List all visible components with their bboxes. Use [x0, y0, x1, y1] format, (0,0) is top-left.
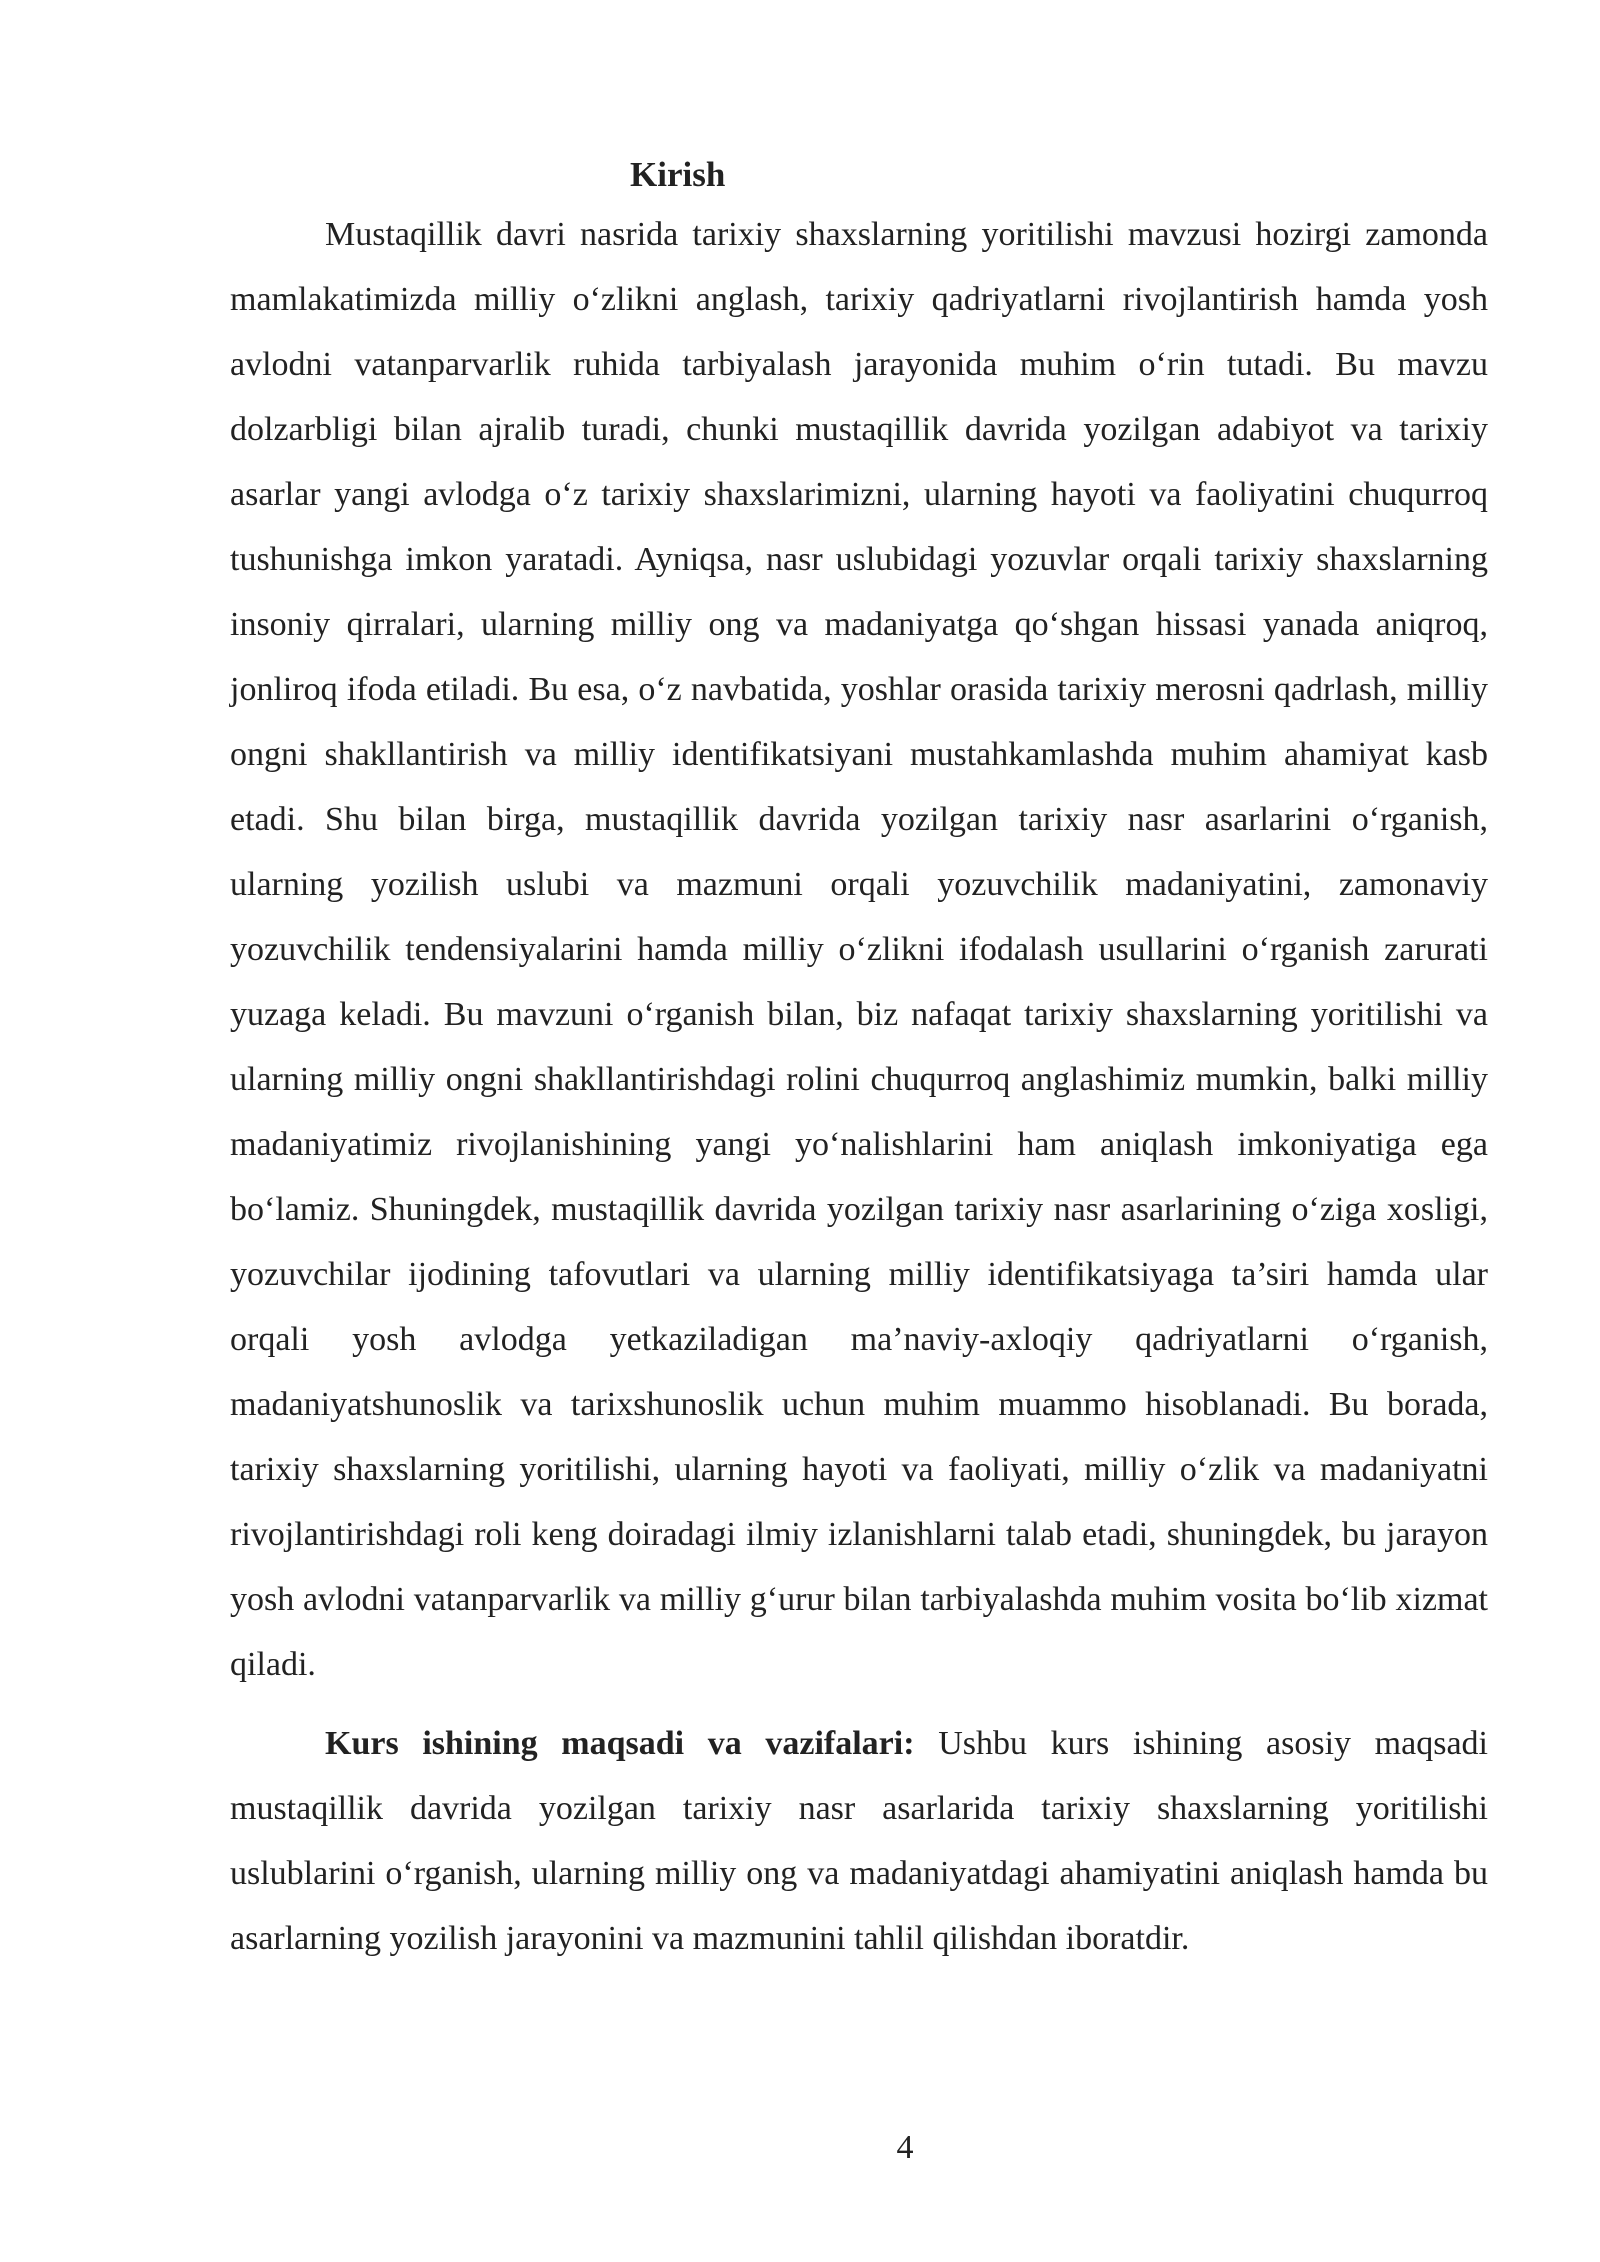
section-title: Kirish	[630, 155, 726, 194]
goals-text: Ushbu kurs ishining asosiy maqsadi mustaqillik davrida yozilgan tarixiy nasr asarlarida tarixiy shaxslarning yoritilishi uslublarini o‘rganish, ularning milliy ong va madaniyatdagi ahamiyatini aniqlash hamda bu asarlarning yozilish jarayonini va mazmunini tahlil qilishdan iboratdir.	[230, 1725, 1488, 1957]
goals-heading: Kurs ishining maqsadi va vazifalari:	[325, 1725, 915, 1762]
intro-paragraph: Mustaqillik davri nasrida tarixiy shaxslarning yoritilishi mavzusi hozirgi zamonda mamlakatimizda milliy o‘zlikni anglash, tarixiy qadriyatlarni rivojlantirish hamda yosh avlodni vatanparvarlik ruhida tarbiyalash jarayonida muhim o‘rin tutadi. Bu mavzu dolzarbligi bilan ajralib turadi, chunki mustaqillik davrida yozilgan adabiyot va tarixiy asarlar yangi avlodga o‘z tarixiy shaxslarimizni, ularning hayoti va faoliyatini chuqurroq tushunishga imkon yaratadi. Ayniqsa, nasr uslubidagi yozuvlar orqali tarixiy shaxslarning insoniy qirralari, ularning milliy ong va madaniyatga qo‘shgan hissasi yanada aniqroq, jonliroq ifoda etiladi. Bu esa, o‘z navbatida, yoshlar orasida tarixiy merosni qadrlash, milliy ongni shakllantirish va milliy identifikatsiyani mustahkamlashda muhim ahamiyat kasb etadi. Shu bilan birga, mustaqillik davrida yozilgan tarixiy nasr asarlarini o‘rganish, ularning yozilish uslubi va mazmuni orqali yozuvchilik madaniyatini, zamonaviy yozuvchilik tendensiyalarini hamda milliy o‘zlikni ifodalash usullarini o‘rganish zarurati yuzaga keladi. Bu mavzuni o‘rganish bilan, biz nafaqat tarixiy shaxslarning yoritilishi va ularning milliy ongni shakllantirishdagi rolini chuqurroq anglashimiz mumkin, balki milliy madaniyatimiz rivojlanishining yangi yo‘nalishlarini ham aniqlash imkoniyatiga ega bo‘lamiz. Shuningdek, mustaqillik davrida yozilgan tarixiy nasr asarlarining o‘ziga xosligi, yozuvchilar ijodining tafovutlari va ularning milliy identifikatsiyaga ta’siri hamda ular orqali yosh avlodga yetkaziladigan ma’naviy-axloqiy qadriyatlarni o‘rganish, madaniyatshunoslik va tarixshunoslik uchun muhim muammo hisoblanadi. Bu borada, tarixiy shaxslarning yoritilishi, ularning hayoti va faoliyati, milliy o‘zlik va madaniyatni rivojlantirishdagi roli keng doiradagi ilmiy izlanishlarni talab etadi, shuningdek, bu jarayon yosh avlodni vatanparvarlik va milliy g‘urur bilan tarbiyalashda muhim vosita bo‘lib xizmat qiladi.	[230, 216, 1488, 1683]
page-number: 4	[896, 2129, 914, 2166]
page-content	[230, 150, 1488, 1971]
goals-paragraph	[230, 1711, 1488, 1971]
